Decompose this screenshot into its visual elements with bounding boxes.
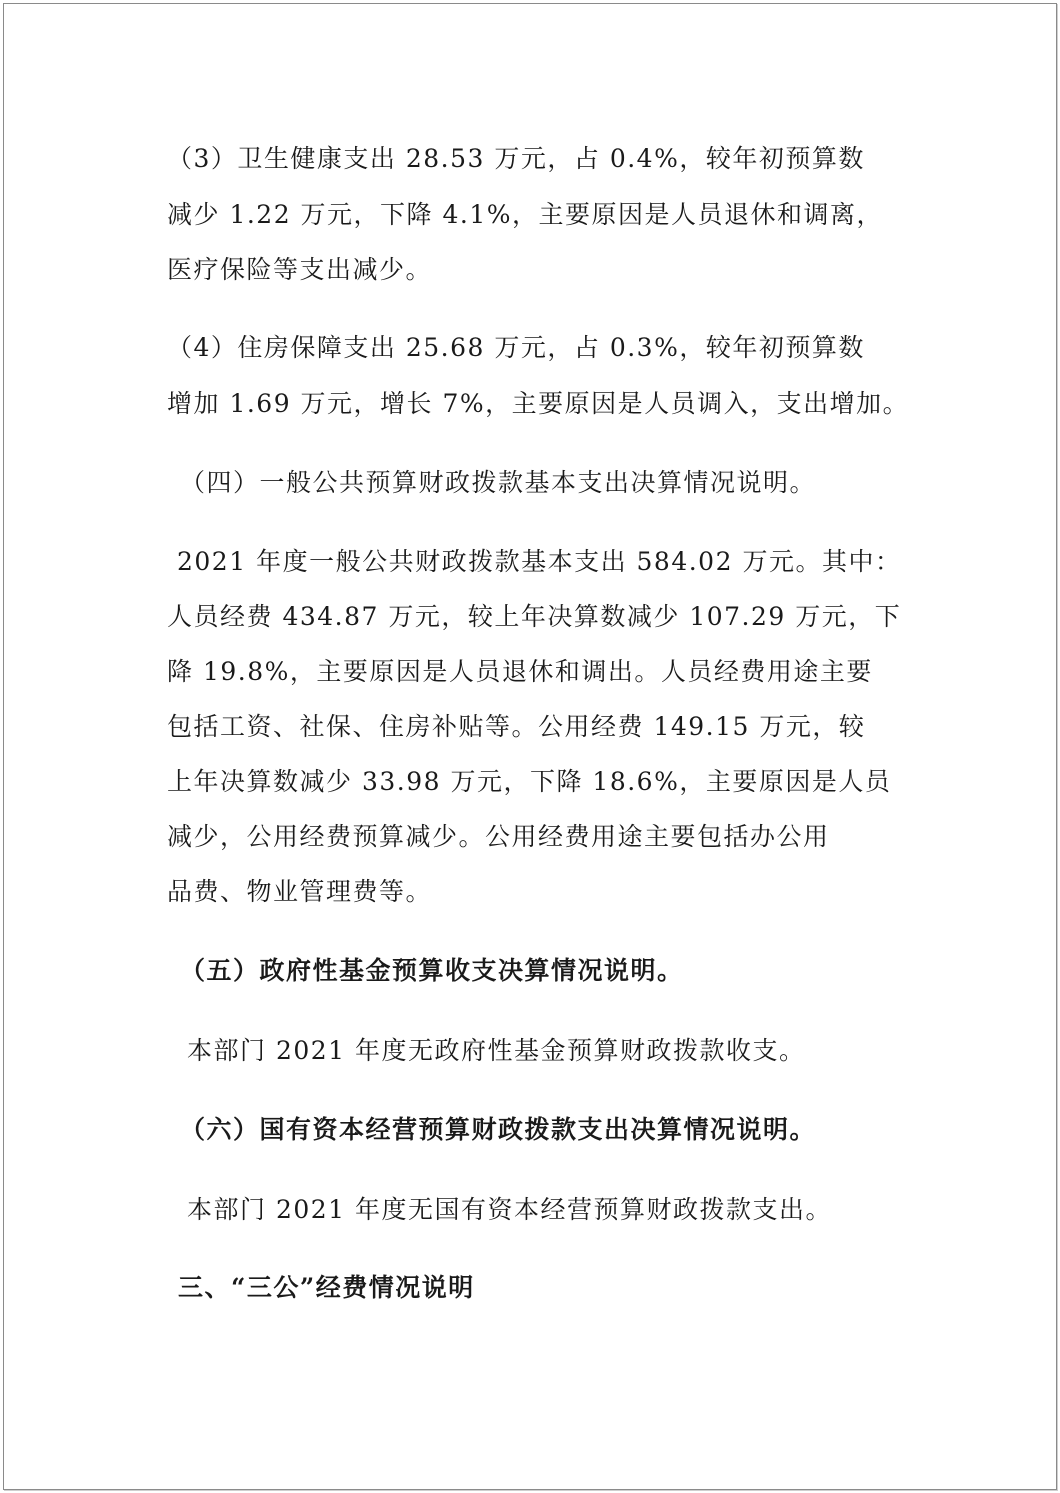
heading-government-fund: （五）政府性基金预算收支决算情况说明。 (180, 956, 684, 985)
paragraph-basic-line-7: 品费、物业管理费等。 (167, 877, 433, 906)
paragraph-housing-line-2: 增加 1.69 万元，增长 7%，主要原因是人员调入，支出增加。 (167, 389, 910, 418)
paragraph-basic-line-2: 人员经费 434.87 万元，较上年决算数减少 107.29 万元，下 (167, 602, 902, 631)
paragraph-basic-line-1: 2021 年度一般公共财政拨款基本支出 584.02 万元。其中： (177, 547, 902, 576)
paragraph-basic-line-6: 减少，公用经费预算减少。公用经费用途主要包括办公用 (167, 822, 830, 851)
section-heading-three-public: 三、“三公”经费情况说明 (178, 1273, 475, 1302)
paragraph-health-line-2: 减少 1.22 万元，下降 4.1%，主要原因是人员退休和调离， (167, 200, 884, 229)
paragraph-basic-line-3: 降 19.8%，主要原因是人员退休和调出。人员经费用途主要 (167, 657, 873, 686)
paragraph-basic-line-5: 上年决算数减少 33.98 万元，下降 18.6%，主要原因是人员 (167, 767, 892, 796)
paragraph-state-capital: 本部门 2021 年度无国有资本经营预算财政拨款支出。 (187, 1195, 833, 1224)
heading-state-capital: （六）国有资本经营预算财政拨款支出决算情况说明。 (180, 1115, 817, 1144)
paragraph-housing-line-1: （4）住房保障支出 25.68 万元，占 0.3%，较年初预算数 (167, 333, 865, 362)
paragraph-health-line-3: 医疗保险等支出减少。 (167, 255, 433, 284)
paragraph-basic-line-4: 包括工资、社保、住房补贴等。公用经费 149.15 万元，较 (167, 712, 866, 741)
paragraph-health-line-1: （3）卫生健康支出 28.53 万元，占 0.4%，较年初预算数 (167, 144, 865, 173)
heading-basic-expenditure: （四）一般公共预算财政拨款基本支出决算情况说明。 (180, 468, 817, 497)
paragraph-government-fund: 本部门 2021 年度无政府性基金预算财政拨款收支。 (187, 1036, 806, 1065)
